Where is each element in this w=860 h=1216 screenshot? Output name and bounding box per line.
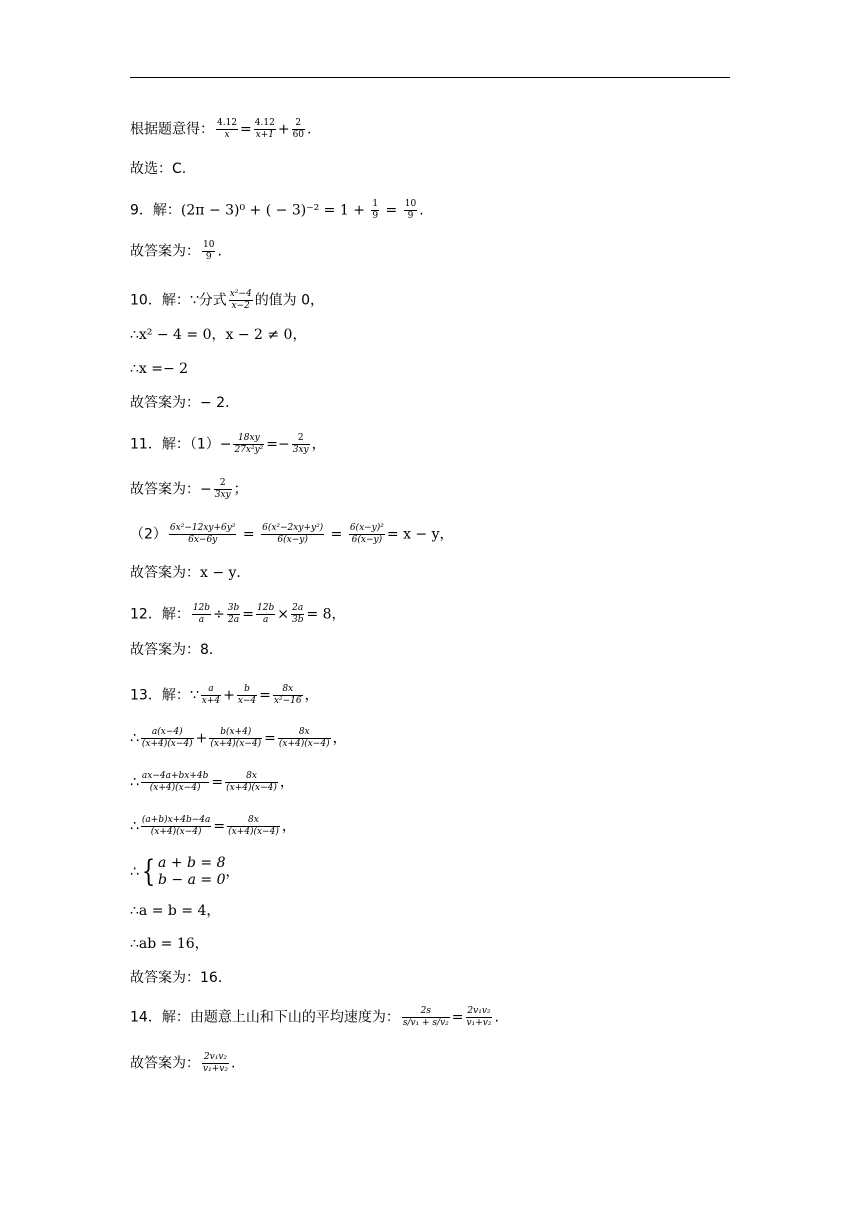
solution-13-system [130, 855, 240, 889]
math: = [213, 818, 226, 835]
math: (2π − 3)⁰ + ( − 3)⁻² = 1 + [180, 202, 370, 219]
fraction: $\frac{8x}{\text{x²−16}}$ [273, 684, 302, 706]
fraction: $\frac{3b}{2a}$ [227, 603, 240, 625]
answer-12: 故答案为：8． [130, 642, 223, 658]
text: ∴ [130, 730, 139, 747]
math: ÷ [213, 606, 225, 623]
answer-14 [130, 1052, 235, 1075]
text: 9．解： [130, 202, 181, 219]
answer-11-part1 [130, 478, 248, 501]
equation-system: { a + b = 8 b − a = 0 [141, 854, 226, 889]
fraction: $\frac{10}{9}$ [404, 199, 417, 221]
solution-13-step5: ∴ab = 16， [130, 936, 209, 952]
fraction: $\frac{2a}{3b}$ [291, 603, 304, 625]
text: ∴ [130, 818, 139, 835]
text: . [419, 202, 424, 219]
solution-13-step4: ∴a = b = 4， [130, 903, 221, 919]
answer-10: 故答案为：− 2． [130, 395, 240, 411]
text: ， [225, 864, 240, 880]
fraction: $\frac{10}{9}$ [203, 240, 215, 262]
fraction: $\frac{18xy}{\text{27x²y²}}$ [234, 433, 264, 455]
solution-13-step1 [130, 727, 347, 750]
math: = [264, 730, 276, 747]
text: . [307, 121, 312, 138]
text: ∴ [130, 774, 139, 791]
fraction: $\frac{ax-4a+bx+4b}{(x+4)(x-4)}$ [141, 771, 209, 793]
solution-11-part2: （2） $\frac{\text{6x²−12xy+6y²}}{6x-6y}$ = $\frac{\text{6(x²−2xy+y²)}}{6(x-y)}$ = $\frac{\text{6(x−y)²}}{6(x-y)}$ = x − y， [130, 523, 454, 545]
text: ； [233, 481, 248, 498]
fraction: $\frac{b(x+4)}{(x+4)(x-4)}$ [210, 727, 262, 749]
math: = [259, 687, 271, 704]
text: （2） [130, 526, 167, 543]
text: 的值为 0， [254, 292, 325, 309]
answer-11-part2: 故答案为：x − y． [130, 565, 251, 581]
text: 根据题意得： [130, 121, 214, 138]
math: = x − y， [386, 526, 454, 543]
text: ， [311, 436, 326, 453]
fraction: $\frac{8x}{(x+4)(x-4)}$ [226, 771, 277, 793]
text: ， [281, 818, 296, 835]
math: = [211, 774, 224, 791]
fraction: $\frac{2}{60}$ [292, 118, 305, 140]
text: 故答案为：− [130, 481, 212, 498]
text: 故答案为： [130, 1055, 200, 1072]
text: 12．解： [130, 606, 190, 623]
text: . [230, 1055, 236, 1072]
text: ， [304, 687, 319, 704]
math: =− [266, 436, 290, 453]
fraction: $\frac{4.12}{x}$ [217, 118, 238, 140]
fraction: $\frac{(a+b)x+4b-4a}{(x+4)(x-4)}$ [141, 815, 211, 837]
solution-12 [130, 603, 346, 626]
text: 10．解：∵分式 [130, 292, 227, 309]
text: 故答案为： [130, 243, 200, 260]
fraction: $\frac{2s}{\text{s/v₁ + s/v₂}}$ [402, 1006, 449, 1028]
text: . [494, 1009, 499, 1026]
text: + [277, 121, 290, 138]
solution-13-step2 [130, 771, 294, 794]
fraction: $\frac{\text{6(x²−2xy+y²)}}{6(x-y)}$ [262, 523, 324, 545]
fraction: $\frac{12b}{a}$ [257, 603, 275, 625]
fraction: $\frac{\text{6(x−y)²}}{6(x-y)}$ [349, 523, 384, 545]
fraction: $\frac{12b}{a}$ [192, 603, 211, 625]
fraction: $\frac{b}{x-4}$ [237, 684, 257, 706]
fraction: $\frac{8x}{(x+4)(x-4)}$ [278, 727, 330, 749]
fraction: $\frac{2}{3xy}$ [292, 433, 309, 455]
math: = [242, 606, 255, 623]
answer-13: 故答案为：16． [130, 970, 232, 986]
fraction: $\frac{4.12}{x+1}$ [254, 118, 275, 140]
solution-14 [130, 1006, 499, 1029]
solution-13-step3 [130, 815, 296, 838]
fraction: $\frac{\text{2v₁v₂}}{\text{v₁+v₂}}$ [203, 1052, 228, 1074]
solution-11-part1 [130, 433, 326, 456]
text: . [217, 243, 222, 260]
solution-10-step1: ∴x² − 4 = 0，x − 2 ≠ 0， [130, 327, 307, 343]
fraction: $\frac{2}{3xy}$ [214, 478, 231, 500]
solution-9 [130, 199, 424, 222]
text: 11．解：（1）− [130, 436, 232, 453]
fraction: $\frac{\text{6x²−12xy+6y²}}{6x-6y}$ [169, 523, 236, 545]
math: = [451, 1009, 464, 1026]
text: ， [279, 774, 294, 791]
fraction: $\frac{a(x-4)}{(x+4)(x-4)}$ [141, 727, 193, 749]
text: ， [332, 730, 347, 747]
fraction: $\frac{8x}{(x+4)(x-4)}$ [228, 815, 279, 837]
text: 13．解：∵ [130, 687, 199, 704]
text: = [240, 121, 252, 138]
solution-10 [130, 289, 324, 312]
fraction: $\frac{\text{2v₁v₂}}{\text{v₁+v₂}}$ [466, 1006, 492, 1028]
math: × [277, 606, 289, 623]
solution-8-choice: 故选：C. [130, 161, 187, 177]
header-rule [130, 77, 730, 78]
answer-9 [130, 240, 222, 263]
math: + [195, 730, 208, 747]
math: = [381, 202, 402, 219]
text: ∴ [130, 864, 139, 880]
fraction: $\frac{1}{9}$ [372, 199, 379, 221]
solution-10-step2: ∴x =− 2 [130, 361, 189, 377]
math: + [223, 687, 235, 704]
fraction: $\frac{a}{x+4}$ [201, 684, 221, 706]
solution-13-given [130, 684, 319, 707]
fraction: $\frac{\text{x²−4}}{x-2}$ [229, 289, 252, 311]
math: = 8， [306, 606, 346, 623]
solution-8-equation [130, 118, 311, 141]
text: 14．解：由题意上山和下山的平均速度为： [130, 1009, 400, 1026]
